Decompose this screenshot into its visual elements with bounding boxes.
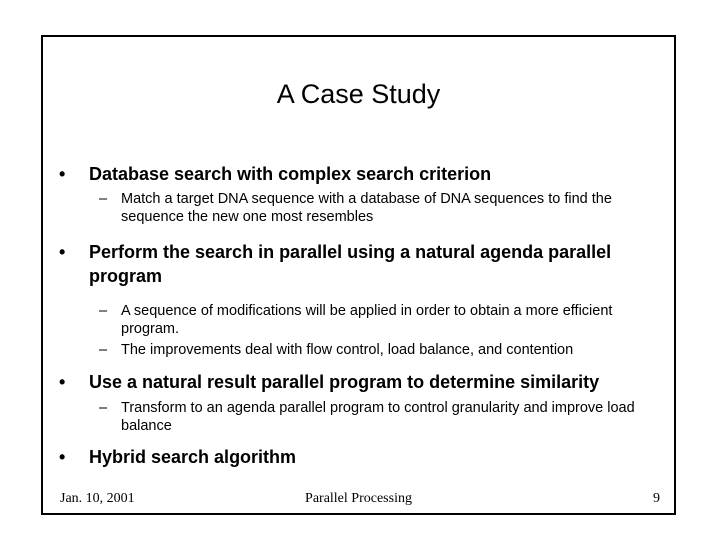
bullet-text: Database search with complex search criterion (89, 164, 492, 184)
dash-marker: – (99, 191, 108, 207)
bullet-text: Perform the search in parallel using a natural agenda parallel program (89, 242, 612, 286)
sub-text: Match a target DNA sequence with a database of DNA sequences to find the sequence the new one most resembles (121, 191, 612, 225)
bullet-marker: • (59, 242, 66, 262)
sub-item (59, 302, 664, 338)
sub-list (59, 190, 664, 226)
slide-content (59, 162, 664, 469)
sub-text: The improvements deal with flow control, load balance, and contention (121, 342, 574, 358)
bullet-marker: • (59, 164, 66, 184)
bullet-text: Hybrid search algorithm (89, 447, 297, 467)
slide-title: A Case Study (276, 79, 441, 109)
sub-item (59, 399, 664, 435)
dash-marker: – (99, 342, 108, 358)
bullet-item (59, 445, 664, 469)
footer-title: Parallel Processing (305, 491, 412, 506)
bullet-item (59, 240, 664, 288)
sub-item (59, 341, 664, 359)
bullet-marker: • (59, 447, 66, 467)
bullet-item (59, 370, 664, 394)
dash-marker: – (99, 400, 108, 416)
dash-marker: – (99, 303, 108, 319)
sub-text: Transform to an agenda parallel program to control granularity and improve load balance (121, 400, 635, 434)
bullet-text: Use a natural result parallel program to determine similarity (89, 372, 600, 392)
sub-list (59, 302, 664, 359)
sub-list (59, 399, 664, 435)
slide (41, 35, 676, 515)
page-number: 9 (653, 491, 660, 506)
bullet-item (59, 162, 664, 186)
sub-item (59, 190, 664, 226)
bullet-marker: • (59, 372, 66, 392)
footer-date: Jan. 10, 2001 (60, 491, 135, 506)
sub-text: A sequence of modifications will be applied in order to obtain a more efficient program. (121, 303, 613, 337)
slide-footer (43, 491, 674, 511)
